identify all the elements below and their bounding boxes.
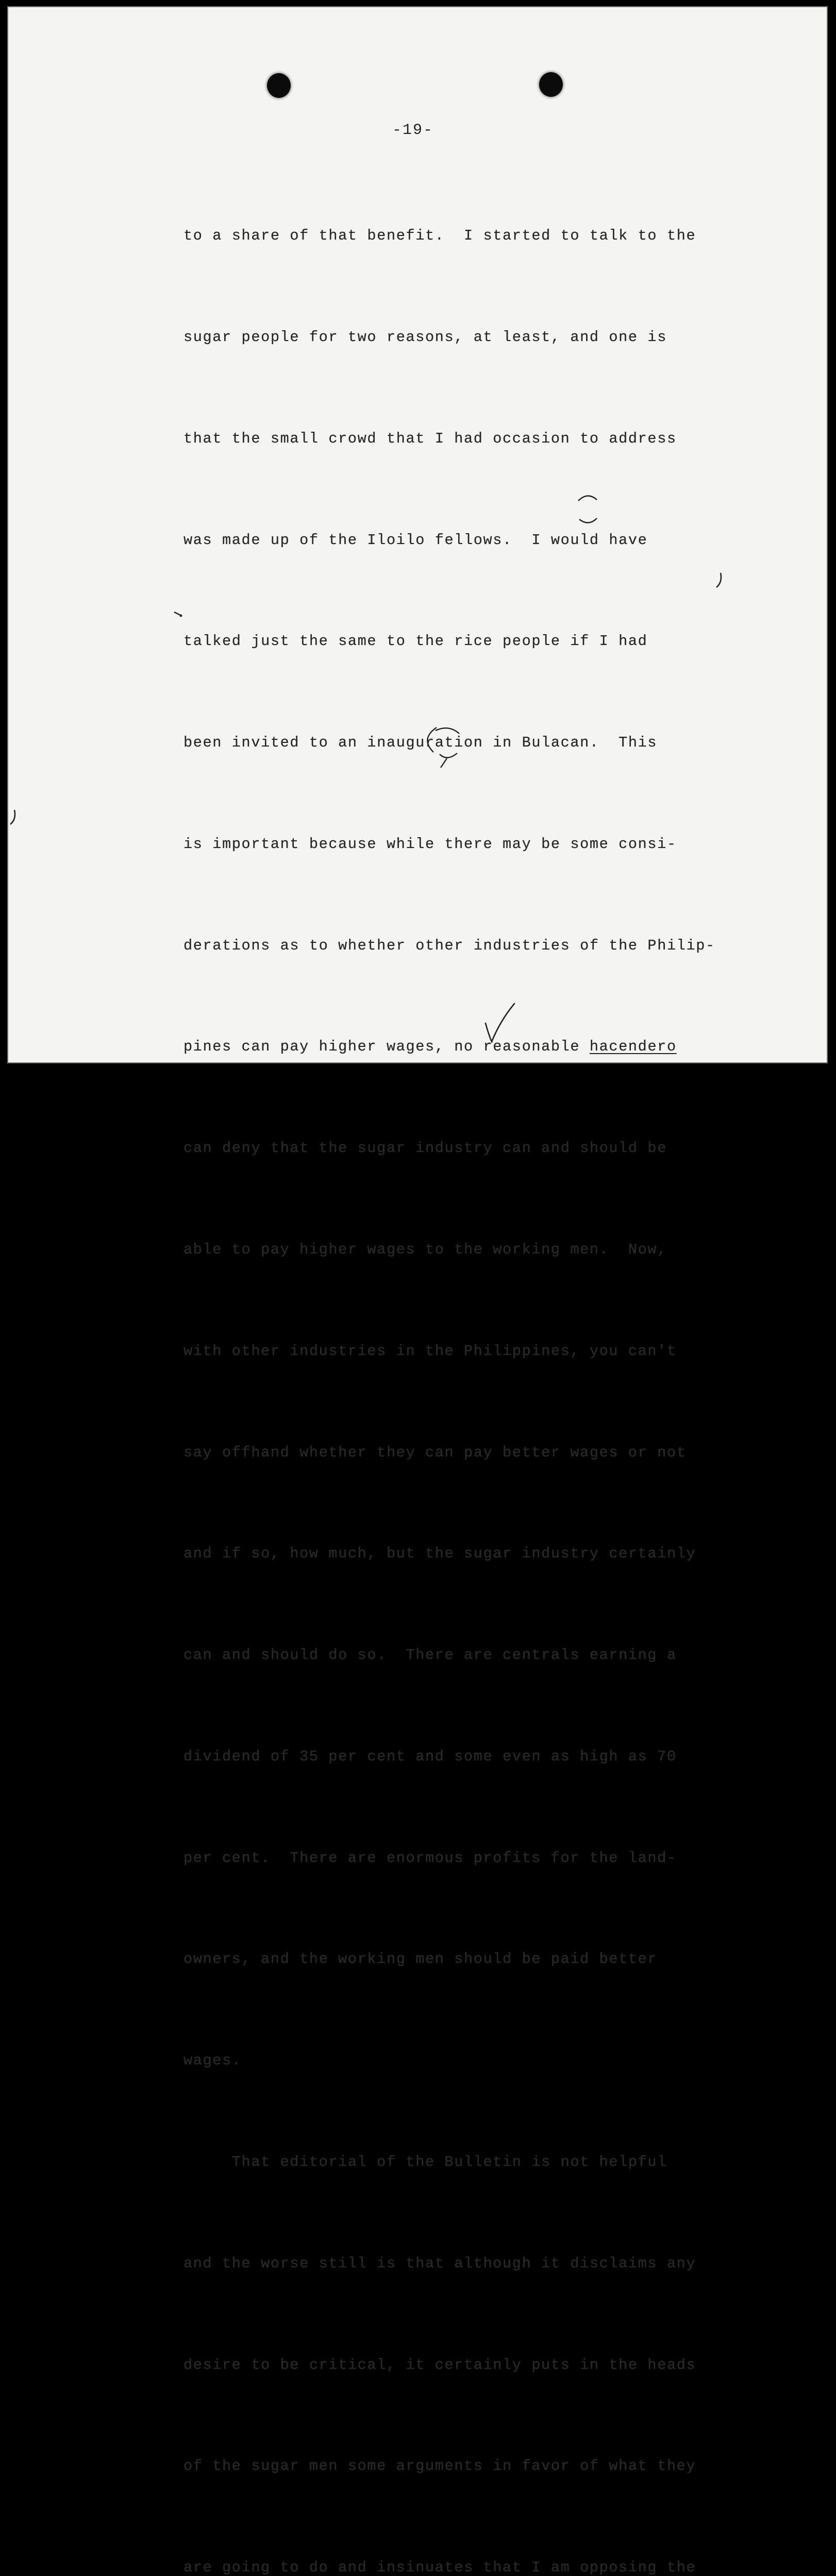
text-line: say offhand whether they can pay better wages or not	[183, 1444, 687, 1461]
join-mark-icon	[418, 723, 464, 770]
text-line: are going to do and insinuates that I am opposing the	[183, 2559, 696, 2576]
document-page	[7, 6, 828, 2576]
text-line: been invited to an inauguration in Bulacan. This	[183, 734, 658, 752]
page-number: -19-	[392, 122, 433, 139]
text-line: can and should do so. There are centrals earning a	[183, 1647, 677, 1664]
text-line: was made up of the Iloilo fellows. I would have	[183, 531, 648, 549]
join-mark-icon	[575, 490, 601, 527]
comma-insert-icon	[8, 809, 19, 826]
text-line: That editorial of the Bulletin is not helpful	[183, 2154, 667, 2171]
text-line: to a share of that benefit. I started to talk to the	[183, 227, 696, 245]
text-line: is important because while there may be some consi-	[183, 835, 677, 853]
text-line	[183, 1030, 715, 1064]
punch-hole-right	[539, 72, 563, 97]
text-segment: pines can pay higher wages, no reasonable	[183, 1038, 590, 1056]
text-line: and if so, how much, but the sugar industry certainly	[183, 1545, 696, 1563]
text-line: can deny that the sugar industry can and should be	[183, 1140, 667, 1157]
underlined-word: hacendero	[589, 1038, 677, 1056]
typed-text-body	[183, 151, 715, 2576]
text-line: able to pay higher wages to the working men. Now,	[183, 1241, 667, 1258]
comma-insert-icon	[714, 572, 725, 589]
text-line: talked just the same to the rice people if I had	[183, 633, 648, 650]
text-line: desire to be critical, it certainly puts in the heads	[183, 2356, 696, 2374]
text-line: of the sugar men some arguments in favor of what they	[183, 2458, 696, 2475]
text-line: wages.	[183, 2052, 242, 2070]
checkmark-icon	[482, 1001, 519, 1047]
margin-arrow-icon	[173, 610, 186, 618]
text-line: dividend of 35 per cent and some even as high as 70	[183, 1748, 677, 1765]
text-line: owners, and the working men should be paid better	[183, 1951, 658, 1968]
text-line: sugar people for two reasons, at least, and one is	[183, 328, 667, 346]
text-line: that the small crowd that I had occasion to address	[183, 430, 677, 447]
text-line: per cent. There are enormous profits for the land-	[183, 1849, 677, 1867]
text-line: with other industries in the Philippines, you can't	[183, 1342, 677, 1360]
text-line: and the worse still is that although it disclaims any	[183, 2255, 696, 2272]
punch-hole-left	[267, 73, 291, 98]
text-line: derations as to whether other industries of the Philip-	[183, 937, 715, 954]
